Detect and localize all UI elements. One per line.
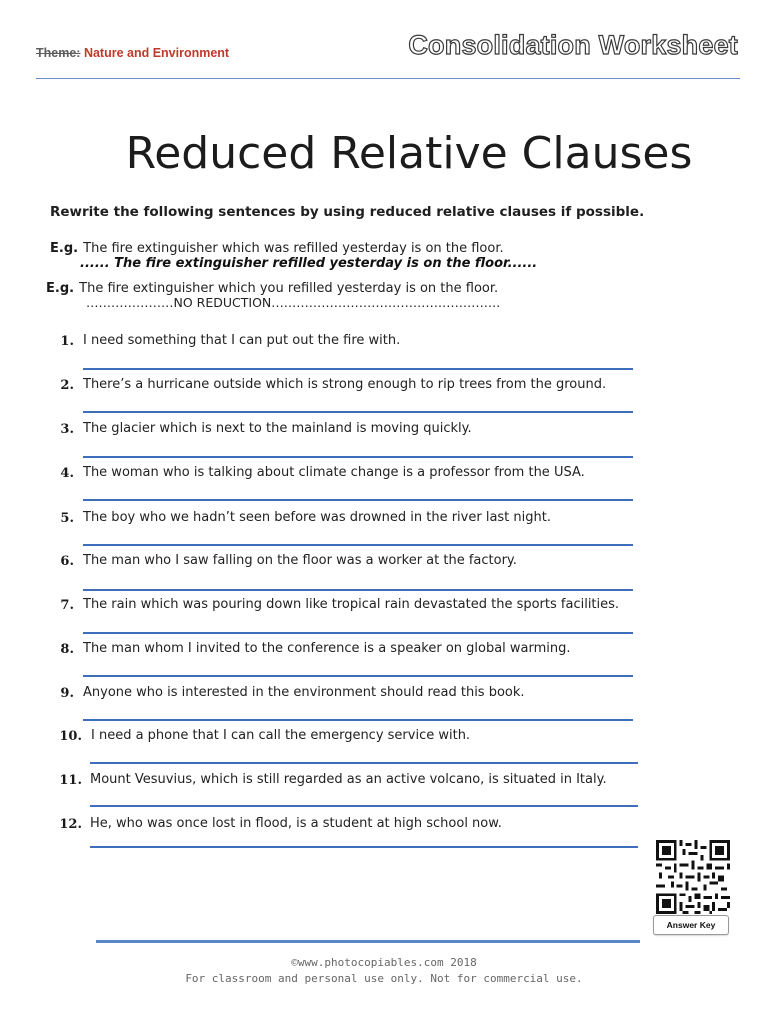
header-divider	[36, 78, 740, 79]
question-text: The man whom I invited to the conference is a speaker on global warming.	[83, 641, 571, 656]
question-number: 11.	[59, 773, 82, 788]
question-text: I need a phone that I can call the emergency service with.	[91, 728, 471, 743]
qr-code-icon[interactable]	[656, 840, 730, 914]
question-text: The rain which was pouring down like tropical rain devastated the sports facilities.	[83, 597, 620, 612]
example-answer: ...... The fire extinguisher refilled yesterday is on the floor......	[80, 256, 538, 271]
page-title: Reduced Relative Clauses	[125, 128, 693, 179]
footer-copyright: ©www.photocopiables.com 2018	[291, 956, 477, 969]
example-2	[46, 277, 498, 296]
question-text: The woman who is talking about climate change is a professor from the USA.	[83, 465, 585, 480]
question-text: I need something that I can put out the fire with.	[83, 333, 401, 348]
answer-line[interactable]	[90, 846, 638, 848]
theme-value: Nature and Environment	[83, 46, 230, 60]
question-number: 8.	[60, 642, 74, 657]
question-text: Anyone who is interested in the environment should read this book.	[83, 685, 525, 700]
answer-line[interactable]	[83, 719, 633, 721]
answer-line[interactable]	[83, 499, 633, 501]
question-number: 12.	[59, 817, 82, 832]
question-number: 4.	[60, 466, 74, 481]
answer-line[interactable]	[83, 368, 633, 370]
question-number: 6.	[60, 554, 74, 569]
answer-line[interactable]	[90, 762, 638, 764]
answer-line[interactable]	[83, 544, 633, 546]
question-text: The boy who we hadn’t seen before was drowned in the river last night.	[83, 510, 551, 525]
question-text: The man who I saw falling on the floor was a worker at the factory.	[83, 553, 517, 568]
footer-divider	[96, 940, 640, 943]
question-number: 9.	[60, 686, 74, 701]
question-text: He, who was once lost in flood, is a student at high school now.	[90, 816, 502, 831]
answer-line[interactable]	[83, 411, 633, 413]
example-sentence: The fire extinguisher which you refilled yesterday is on the floor.	[79, 281, 499, 296]
answer-line[interactable]	[90, 805, 638, 807]
question-text: Mount Vesuvius, which is still regarded as an active volcano, is situated in Italy.	[90, 772, 607, 787]
question-number: 2.	[60, 378, 74, 393]
example-answer: …………………NO REDUCTION……………………………………………….	[86, 295, 501, 310]
question-number: 3.	[60, 422, 74, 437]
answer-line[interactable]	[83, 456, 633, 458]
question-number: 10.	[59, 729, 82, 744]
worksheet-type: Consolidation Worksheet	[408, 30, 738, 60]
question-number: 5.	[60, 511, 74, 526]
answer-line[interactable]	[83, 675, 633, 677]
theme-line	[36, 46, 229, 60]
answer-line[interactable]	[83, 632, 633, 634]
example-label: E.g.	[50, 241, 79, 256]
question-text: The glacier which is next to the mainland is moving quickly.	[83, 421, 472, 436]
theme-label: Theme:	[36, 46, 81, 60]
question-number: 7.	[60, 598, 74, 613]
footer-usage-note: For classroom and personal use only. Not for commercial use.	[185, 972, 583, 985]
answer-line[interactable]	[83, 589, 633, 591]
example-1	[50, 237, 504, 256]
question-number: 1.	[60, 334, 74, 349]
answer-key-button[interactable]: Answer Key	[653, 915, 729, 935]
question-text: There’s a hurricane outside which is strong enough to rip trees from the ground.	[83, 377, 607, 392]
example-label: E.g.	[46, 281, 75, 296]
example-sentence: The fire extinguisher which was refilled yesterday is on the floor.	[83, 241, 504, 256]
instruction: Rewrite the following sentences by using reduced relative clauses if possible.	[50, 204, 645, 220]
